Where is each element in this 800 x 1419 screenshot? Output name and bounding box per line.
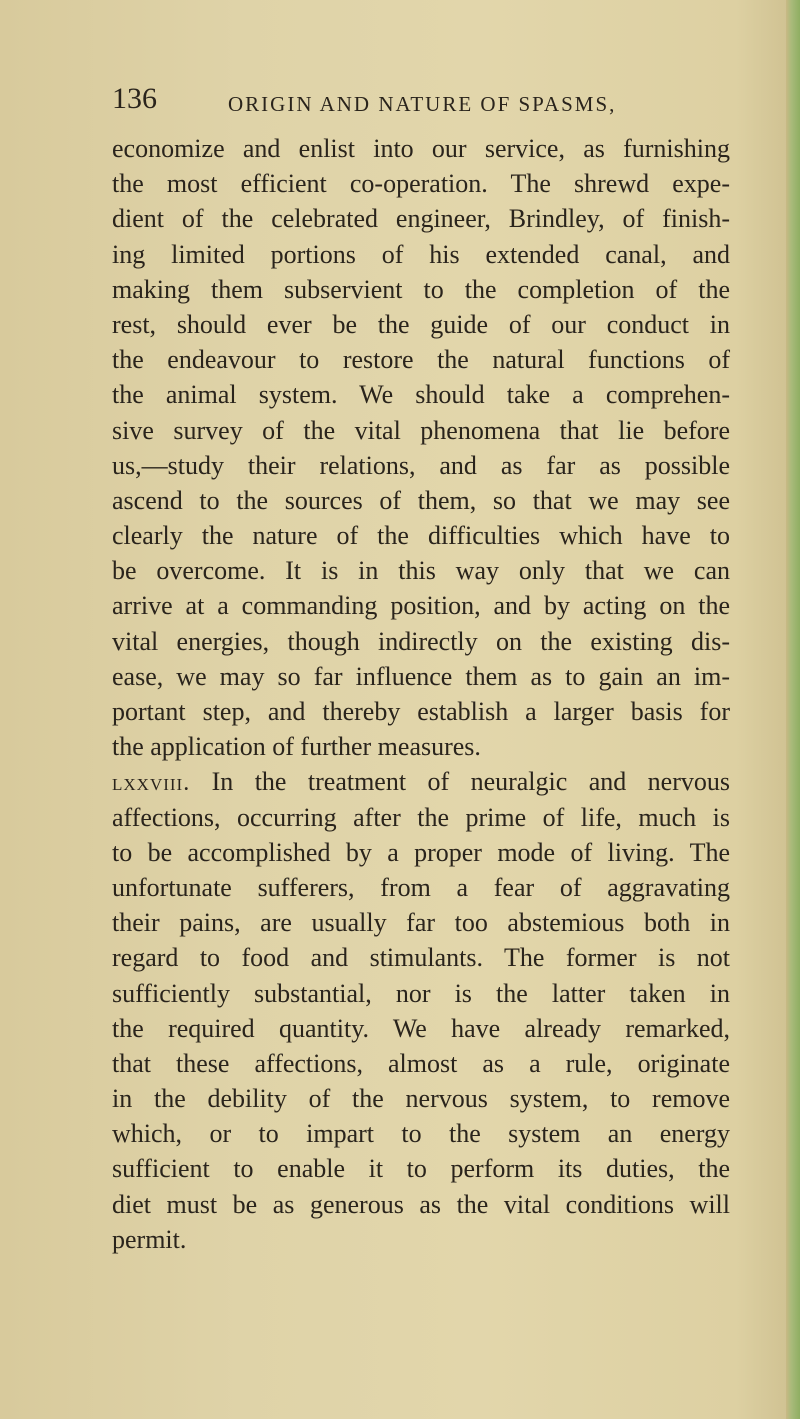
text-line: the application of further measures. <box>112 732 481 762</box>
text-line: vital energies, though indirectly on the existing dis- <box>112 626 730 656</box>
section-first-line-text: In the treatment of neuralgic and nervous <box>190 767 730 797</box>
text-line: that these affections, almost as a rule, originate <box>112 1048 730 1078</box>
text-line: ing limited portions of his extended canal, and <box>112 239 730 269</box>
text-line: clearly the nature of the difficulties which have to <box>112 521 730 551</box>
text-line: be overcome. It is in this way only that we can <box>112 556 730 586</box>
text-line: economize and enlist into our service, as furnishing <box>112 134 730 163</box>
text-line: the required quantity. We have already remarked, <box>112 1013 730 1043</box>
text-line: sufficient to enable it to perform its duties, the <box>112 1154 730 1184</box>
text-line: diet must be as generous as the vital conditions will <box>112 1189 730 1219</box>
text-line: dient of the celebrated engineer, Brindley, of finish- <box>112 204 730 234</box>
text-line: in the debility of the nervous system, to remove <box>112 1084 730 1114</box>
text-line: us,—study their relations, and as far as possible <box>112 450 730 480</box>
text-line: arrive at a commanding position, and by acting on the <box>112 591 730 621</box>
running-head: ORIGIN AND NATURE OF SPASMS, <box>228 92 617 116</box>
text-line: regard to food and stimulants. The former is not <box>112 943 730 973</box>
text-line: to be accomplished by a proper mode of living. The <box>112 837 730 867</box>
text-line: the endeavour to restore the natural functions of <box>112 345 730 375</box>
text-line: the most efficient co-operation. The shrewd expe- <box>112 169 730 199</box>
text-line: affections, occurring after the prime of life, much is <box>112 802 730 832</box>
text-line: permit. <box>112 1224 187 1254</box>
text-line: which, or to impart to the system an energy <box>112 1119 730 1149</box>
body-text <box>112 131 730 1257</box>
text-line: unfortunate sufferers, from a fear of aggravating <box>112 872 730 902</box>
text-line: ascend to the sources of them, so that we may see <box>112 485 730 515</box>
text-line: the animal system. We should take a comprehen- <box>112 380 730 410</box>
page-header <box>112 82 672 122</box>
section-first-line <box>112 764 730 799</box>
text-line: portant step, and thereby establish a larger basis for <box>112 697 730 726</box>
text-line: sive survey of the vital phenomena that lie before <box>112 415 730 445</box>
text-line: ease, we may so far influence them as to gain an im- <box>112 661 730 691</box>
page-number: 136 <box>112 82 157 115</box>
text-line: making them subservient to the completion of the <box>112 274 730 304</box>
text-line: sufficiently substantial, nor is the latter taken in <box>112 978 730 1008</box>
text-line: their pains, are usually far too abstemious both in <box>112 908 730 938</box>
text-line: rest, should ever be the guide of our conduct in <box>112 309 730 339</box>
section-number: lxxviii. <box>112 770 191 797</box>
page-edge <box>786 0 800 1419</box>
